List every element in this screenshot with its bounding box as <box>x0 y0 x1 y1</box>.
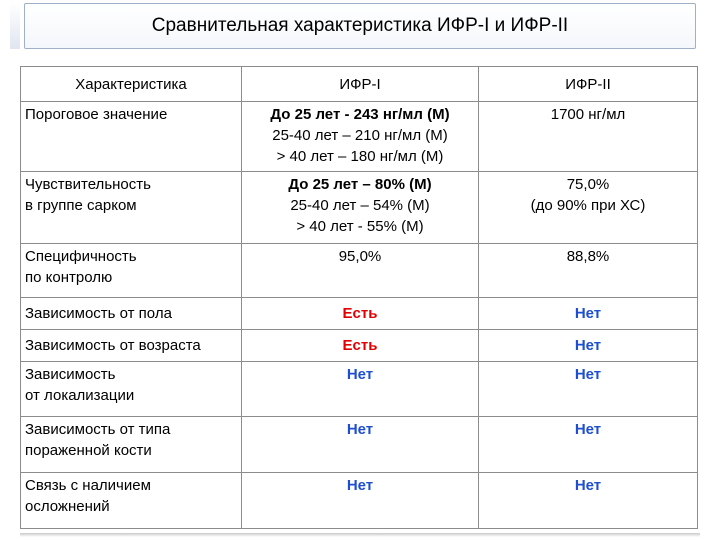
row-label <box>21 244 242 298</box>
row-label-line: Чувствительность <box>25 176 151 193</box>
row-label-line: Зависимость от возраста <box>25 337 201 354</box>
ifr1-cell <box>242 362 479 417</box>
ifr1-value-yes: Есть <box>342 305 378 322</box>
ifr2-value-no: Нет <box>574 305 602 322</box>
comparison-table <box>20 66 698 529</box>
ifr1-line: До 25 лет – 80% (М) <box>288 176 432 193</box>
ifr1-line: 25-40 лет – 54% (М) <box>290 197 430 214</box>
ifr2-value-no: Нет <box>574 421 602 438</box>
table-row <box>21 473 698 529</box>
table-row <box>21 244 698 298</box>
row-label-line: Пороговое значение <box>25 106 168 123</box>
header-ifr2: ИФР-II <box>479 67 698 102</box>
ifr1-value-no: Нет <box>346 421 374 438</box>
ifr2-cell <box>479 244 698 298</box>
ifr1-cell <box>242 298 479 330</box>
table-row <box>21 330 698 362</box>
ifr1-line: > 40 лет - 55% (М) <box>296 218 424 235</box>
table-row <box>21 172 698 244</box>
ifr1-cell <box>242 102 479 172</box>
row-label-line: пораженной кости <box>25 442 152 459</box>
ifr1-line: 95,0% <box>338 248 382 265</box>
header-ifr1: ИФР-I <box>242 67 479 102</box>
ifr1-value-yes: Есть <box>342 337 378 354</box>
slide-title-box <box>24 3 696 49</box>
row-label <box>21 172 242 244</box>
row-label-line: Зависимость <box>25 366 116 383</box>
row-label-line: Специфичность <box>25 248 137 265</box>
row-label-line: в группе сарком <box>25 197 137 214</box>
ifr2-line: (до 90% при ХС) <box>530 197 646 214</box>
ifr2-value-no: Нет <box>574 477 602 494</box>
row-label-line: осложнений <box>25 498 110 515</box>
ifr2-cell <box>479 417 698 473</box>
slide-title: Сравнительная характеристика ИФР-I и ИФР-II <box>151 15 569 36</box>
row-label-line: Связь с наличием <box>25 477 151 494</box>
row-label <box>21 330 242 362</box>
row-label <box>21 102 242 172</box>
ifr1-value-no: Нет <box>346 366 374 383</box>
ifr2-cell <box>479 330 698 362</box>
table-row <box>21 298 698 330</box>
ifr2-cell <box>479 473 698 529</box>
table-bottom-shadow <box>20 533 700 537</box>
table-row <box>21 362 698 417</box>
ifr1-cell <box>242 244 479 298</box>
ifr2-line: 88,8% <box>566 248 610 265</box>
ifr1-value-no: Нет <box>346 477 374 494</box>
ifr2-cell <box>479 102 698 172</box>
ifr1-cell <box>242 473 479 529</box>
row-label <box>21 298 242 330</box>
ifr1-cell <box>242 330 479 362</box>
ifr2-cell <box>479 362 698 417</box>
row-label <box>21 473 242 529</box>
row-label-line: от локализации <box>25 387 135 404</box>
table-row <box>21 417 698 473</box>
ifr2-cell <box>479 298 698 330</box>
ifr1-line: 25-40 лет – 210 нг/мл (М) <box>272 127 448 144</box>
row-label-line: Зависимость от типа <box>25 421 171 438</box>
header-characteristic: Характеристика <box>21 67 242 102</box>
ifr2-value-no: Нет <box>574 337 602 354</box>
row-label-line: по контролю <box>25 269 113 286</box>
ifr2-value-no: Нет <box>574 366 602 383</box>
ifr1-line: > 40 лет – 180 нг/мл (М) <box>276 148 444 165</box>
row-label <box>21 362 242 417</box>
row-label <box>21 417 242 473</box>
table-header-row <box>21 67 698 102</box>
ifr2-line: 1700 нг/мл <box>550 106 626 123</box>
ifr1-line: До 25 лет - 243 нг/мл (М) <box>270 106 450 123</box>
title-accent <box>10 3 20 49</box>
ifr1-cell <box>242 417 479 473</box>
ifr2-cell <box>479 172 698 244</box>
row-label-line: Зависимость от пола <box>25 305 172 322</box>
ifr2-line: 75,0% <box>566 176 610 193</box>
ifr1-cell <box>242 172 479 244</box>
table-row <box>21 102 698 172</box>
